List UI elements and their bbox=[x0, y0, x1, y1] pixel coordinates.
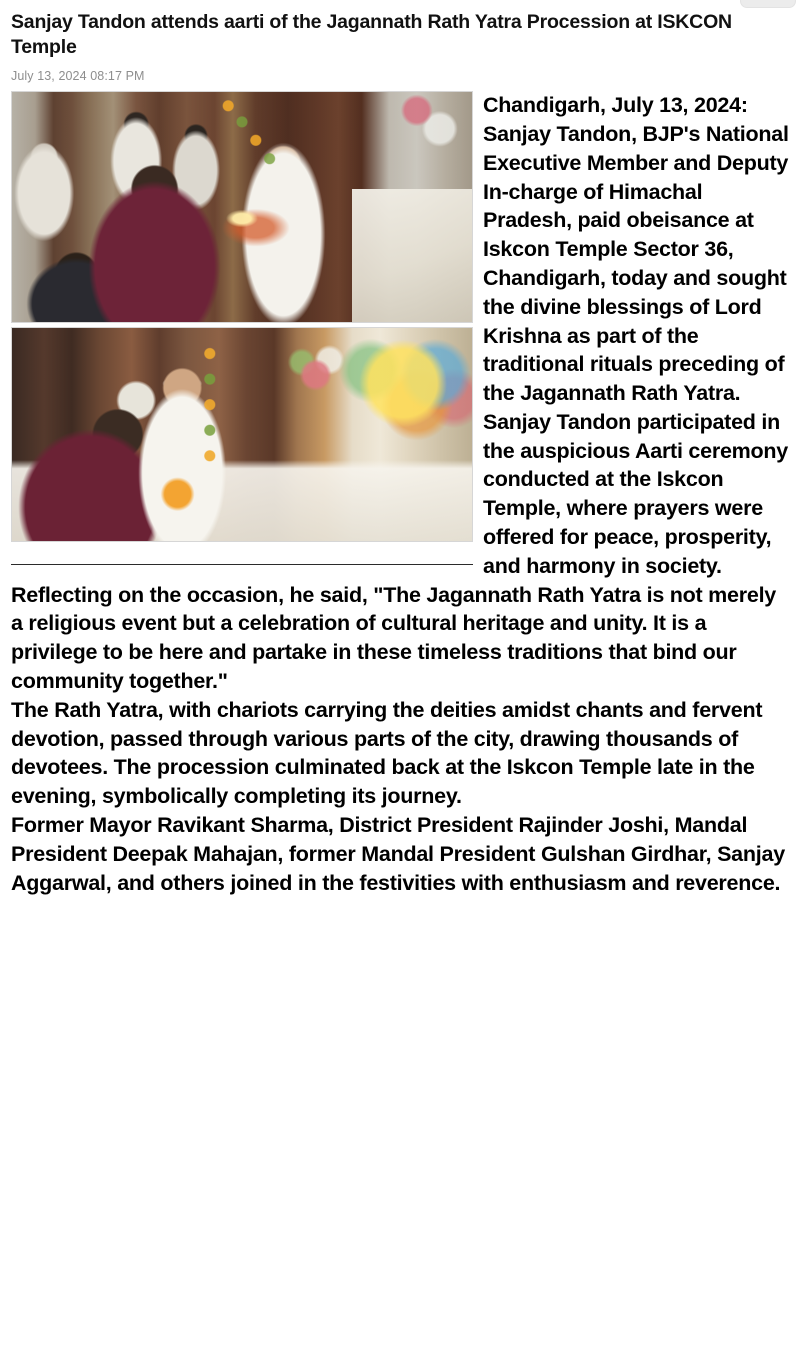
photo-aarti-offering bbox=[11, 91, 473, 323]
paragraph-attendees: Former Mayor Ravikant Sharma, District President Rajinder Joshi, Mandal President Deepak Mahajan, former Mandal President Gulshan Girdhar, Sanjay Aggarwal, and others joined in the festivities with enthusiasm and reverence. bbox=[11, 813, 785, 895]
media-divider bbox=[11, 564, 473, 565]
paragraph-quote: Sanjay Tandon participated in the auspicious Aarti ceremony conducted at the Iskcon Temple, where prayers were offered for peace, prosperity, and harmony in society. Reflecting on the occasion, he said, "The Jagannath Rath Yatra is not merely a religious event but a celebration of cultural heritage and unity. It is a privilege to be here and partake in these timeless traditions that bind our community together." bbox=[11, 409, 788, 694]
article-media-block bbox=[11, 91, 473, 565]
photo-blessing-shrine bbox=[11, 327, 473, 542]
article-body bbox=[0, 91, 804, 897]
article-header bbox=[0, 0, 804, 83]
article-timestamp: July 13, 2024 08:17 PM bbox=[11, 69, 145, 84]
paragraph-lead: Chandigarh, July 13, 2024: Sanjay Tandon, BJP's National Executive Member and Deputy In-charge of Himachal Pradesh, paid obeisance at Iskcon Temple Sector 36, Chandigarh, today and sought the divine blessings of Lord Krishna as part of the traditional rituals preceding of the Jagannath Rath Yatra. bbox=[483, 93, 789, 406]
top-right-pill-artifact bbox=[740, 0, 796, 8]
paragraph-procession: The Rath Yatra, with chariots carrying the deities amidst chants and fervent devotion, passed through various parts of the city, drawing thousands of devotees. The procession culminated back at the Iskcon Temple late in the evening, symbolically completing its journey. bbox=[11, 697, 763, 809]
page-title: Sanjay Tandon attends aarti of the Jagannath Rath Yatra Procession at ISKCON Temple bbox=[11, 11, 732, 58]
